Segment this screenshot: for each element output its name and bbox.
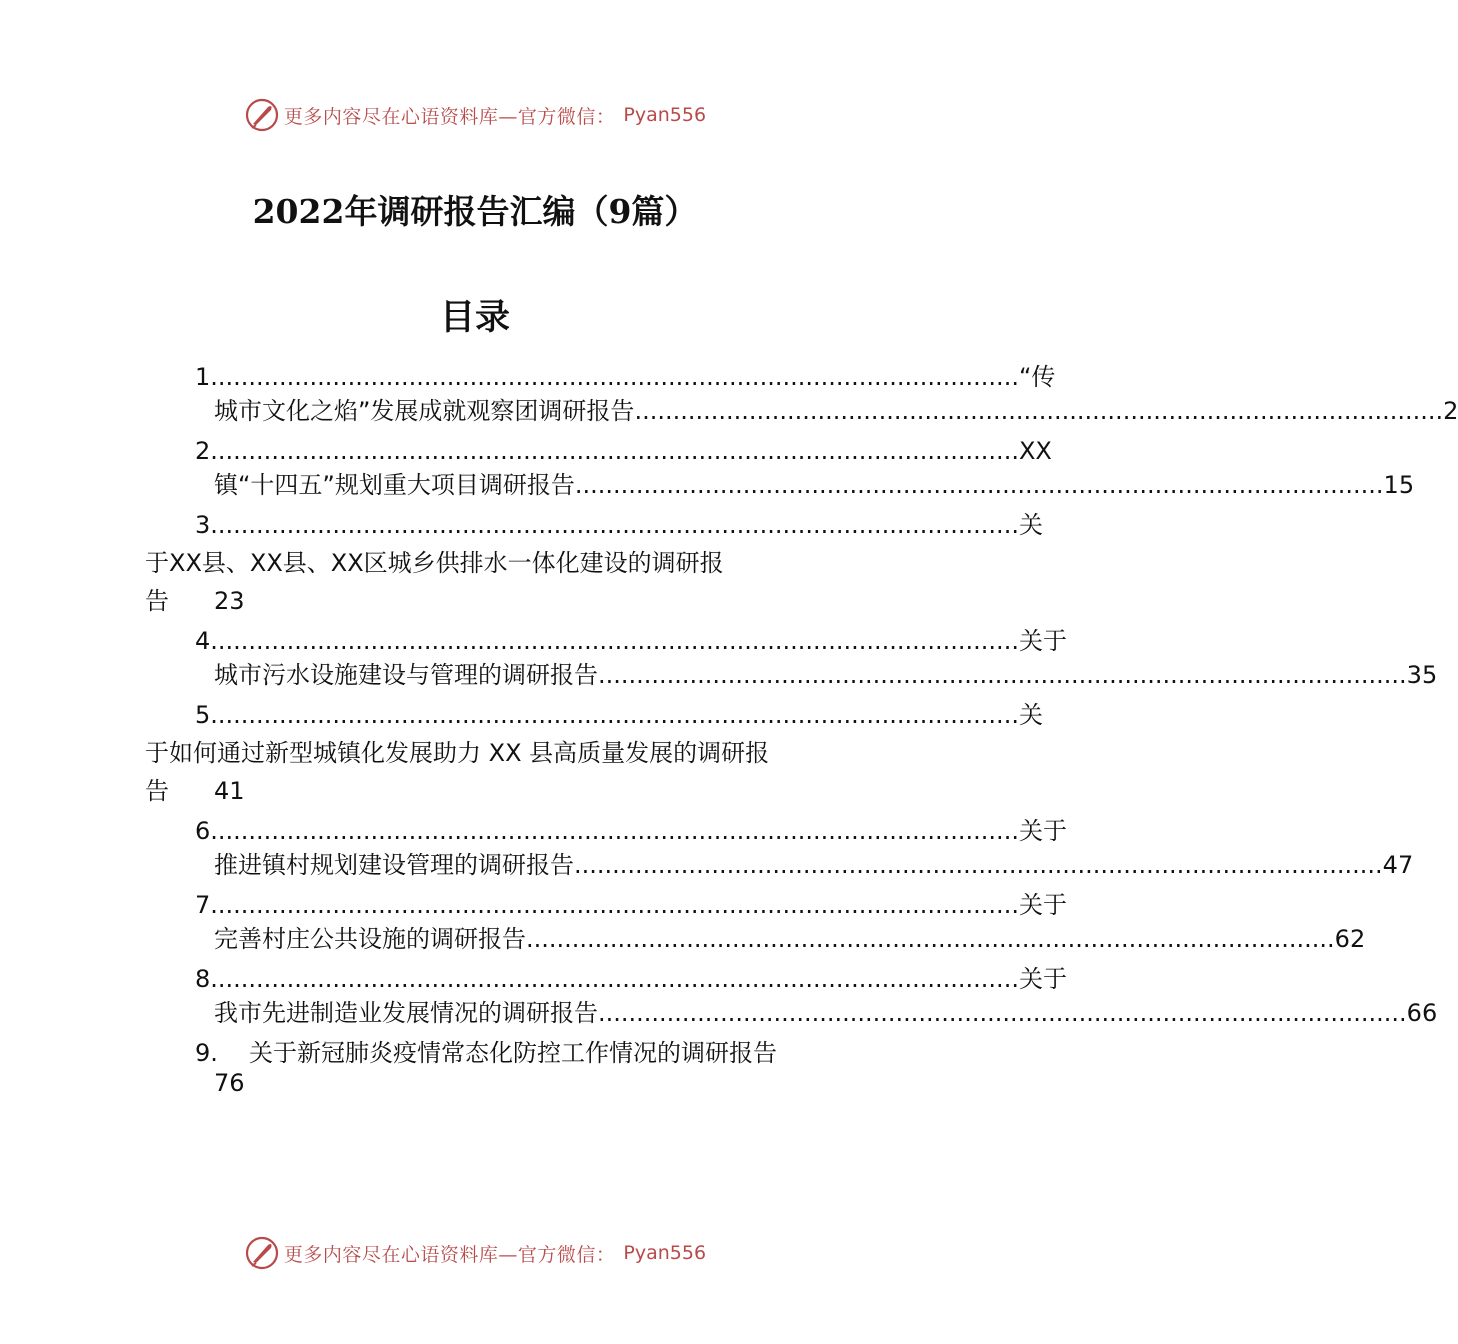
toc-entry-page: 41 <box>214 777 245 805</box>
toc-leader-dots: .......................................................................................................... <box>210 363 1019 391</box>
quill-pen-icon <box>244 97 280 133</box>
toc-leader-dots: .......................................................................................................... <box>210 965 1019 993</box>
toc-entry-6-cont[interactable] <box>214 848 1414 882</box>
toc-entry-4-cont[interactable] <box>214 658 1438 692</box>
toc-entry-text: 关于 <box>1018 627 1067 655</box>
quill-pen-icon <box>244 1235 280 1271</box>
toc-entry-1-cont[interactable] <box>214 394 1458 428</box>
toc-leader-dots: .......................................................................................................... <box>210 701 1019 729</box>
toc-entry-text: 推进镇村规划建设管理的调研报告 <box>214 851 574 879</box>
toc-entry-5[interactable] <box>195 698 1043 732</box>
header-watermark <box>0 95 950 135</box>
toc-entry-text: “传 <box>1018 363 1056 391</box>
toc-entry-text: 关于 <box>1018 891 1067 919</box>
toc-entry-text: 城市文化之焰”发展成就观察团调研报告 <box>214 397 635 425</box>
toc-entry-9[interactable]: 关于新冠肺炎疫情常态化防控工作情况的调研报告 <box>249 1039 777 1067</box>
toc-entry-page: 15 <box>1383 471 1415 499</box>
toc-entry-number: 3 <box>195 511 211 539</box>
toc-entry-text: 我市先进制造业发展情况的调研报告 <box>214 999 598 1027</box>
toc-entry-2[interactable] <box>195 434 1052 468</box>
toc-entry-3-cont2[interactable]: 告 <box>145 587 169 615</box>
toc-entry-page: 47 <box>1382 851 1414 879</box>
toc-entry-page: 23 <box>214 587 245 615</box>
toc-leader-dots: .......................................................................................................... <box>210 891 1019 919</box>
toc-entry-number: 6 <box>195 817 211 845</box>
toc-leader-dots: .......................................................................................................... <box>210 437 1019 465</box>
toc-entry-8[interactable] <box>195 962 1067 996</box>
watermark-brand: 更多内容尽在心语资料库—官方微信： <box>283 1243 616 1266</box>
toc-entry-page: 76 <box>214 1069 245 1097</box>
toc-entry-text: 关于 <box>1018 965 1067 993</box>
toc-entry-number: 7 <box>195 891 211 919</box>
toc-entry-number: 1 <box>195 363 211 391</box>
toc-entry-text: 关 <box>1018 511 1043 539</box>
toc-leader-dots: .......................................................................................................... <box>574 471 1384 499</box>
toc-entry-page: 35 <box>1406 661 1438 689</box>
toc-entry-text: 城市污水设施建设与管理的调研报告 <box>214 661 598 689</box>
toc-leader-dots: .......................................................................................................... <box>210 817 1019 845</box>
footer-watermark <box>0 1233 950 1273</box>
watermark-wechat-id: Pyan556 <box>623 1242 707 1264</box>
toc-entry-text: 关 <box>1018 701 1043 729</box>
watermark-wechat-id: Pyan556 <box>623 104 707 126</box>
toc-entry-text: XX <box>1018 437 1052 465</box>
toc-entry-number: 9. <box>195 1039 218 1067</box>
toc-entry-page: 62 <box>1334 925 1366 953</box>
toc-leader-dots: .......................................................................................................... <box>598 661 1407 689</box>
toc-entry-5-cont[interactable]: 于如何通过新型城镇化发展助力 XX 县高质量发展的调研报 <box>145 739 770 767</box>
toc-leader-dots: .......................................................................................................... <box>210 627 1019 655</box>
toc-entry-3-cont[interactable]: 于XX县、XX县、XX区城乡供排水一体化建设的调研报 <box>145 549 724 577</box>
document-title: 2022年调研报告汇编（9篇） <box>252 192 698 231</box>
toc-entry-1[interactable] <box>195 360 1056 394</box>
toc-leader-dots: .......................................................................................................... <box>574 851 1383 879</box>
toc-entry-number: 4 <box>195 627 211 655</box>
toc-entry-number: 2 <box>195 437 211 465</box>
toc-entry-page: 2 <box>1443 397 1458 425</box>
toc-entry-6[interactable] <box>195 814 1067 848</box>
toc-entry-2-cont[interactable] <box>214 468 1415 502</box>
toc-leader-dots: .......................................................................................................... <box>598 999 1407 1027</box>
toc-leader-dots: .......................................................................................................... <box>634 397 1444 425</box>
toc-entry-page: 66 <box>1406 999 1438 1027</box>
toc-entry-4[interactable] <box>195 624 1067 658</box>
toc-entry-7-cont[interactable] <box>214 922 1366 956</box>
toc-entry-text: 完善村庄公共设施的调研报告 <box>214 925 526 953</box>
toc-entry-5-cont2[interactable]: 告 <box>145 777 169 805</box>
toc-entry-3[interactable] <box>195 508 1043 542</box>
toc-heading: 目录 <box>439 297 510 338</box>
toc-entry-number: 5 <box>195 701 211 729</box>
watermark-brand: 更多内容尽在心语资料库—官方微信： <box>283 105 616 128</box>
toc-leader-dots: .......................................................................................................... <box>210 511 1019 539</box>
toc-leader-dots: .......................................................................................................... <box>526 925 1335 953</box>
toc-entry-8-cont[interactable] <box>214 996 1438 1030</box>
toc-entry-text: 镇“十四五”规划重大项目调研报告 <box>214 471 575 499</box>
toc-entry-number: 8 <box>195 965 211 993</box>
toc-entry-text: 关于 <box>1018 817 1067 845</box>
toc-entry-7[interactable] <box>195 888 1067 922</box>
